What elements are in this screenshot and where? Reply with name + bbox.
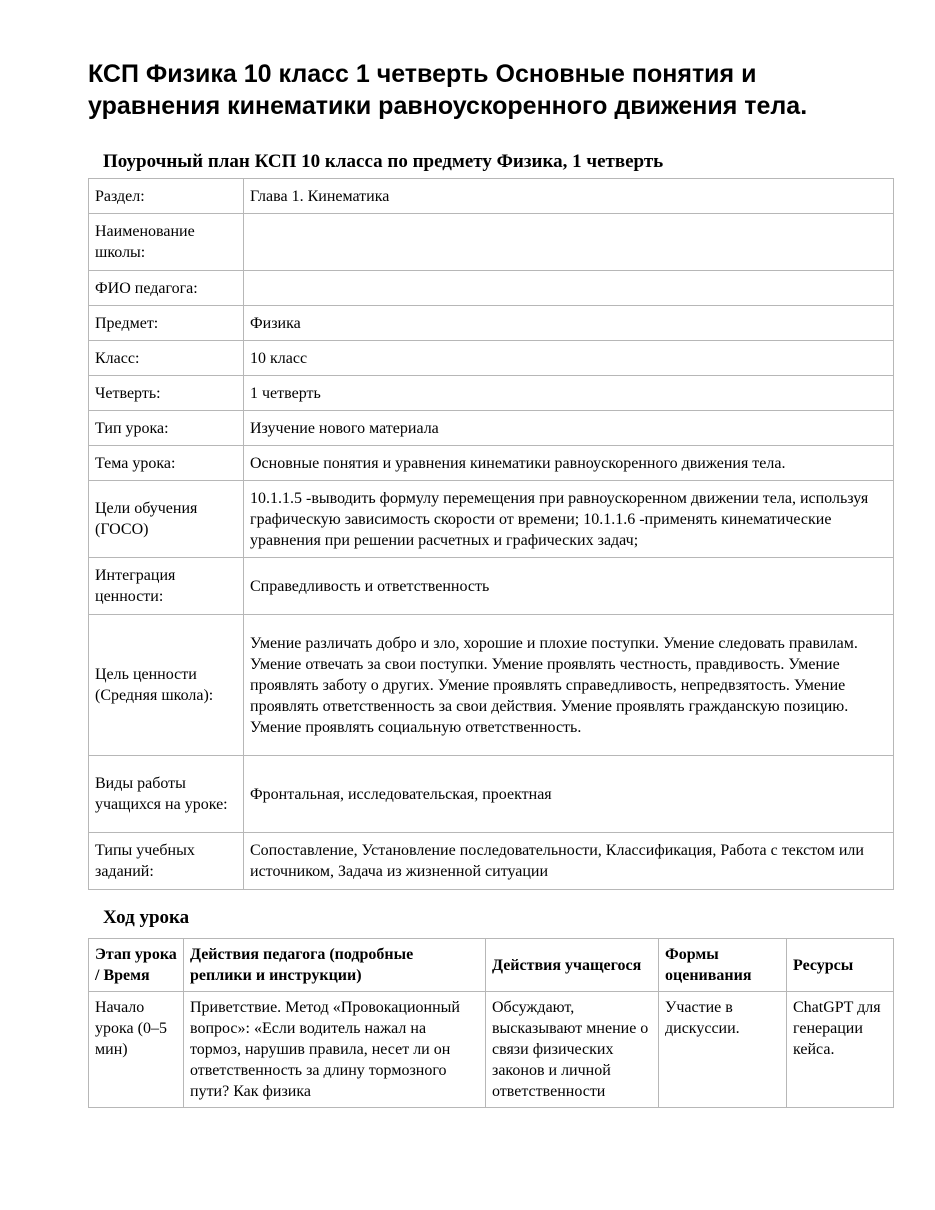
steps-header-row xyxy=(89,939,894,992)
info-label: Раздел: xyxy=(89,179,244,214)
info-row-work-types xyxy=(89,756,894,833)
info-value: Изучение нового материала xyxy=(244,411,894,446)
info-label: Тема урока: xyxy=(89,446,244,481)
info-label: Типы учебных заданий: xyxy=(89,833,244,890)
document-page xyxy=(88,58,893,1108)
info-row-subject xyxy=(89,306,894,341)
lesson-progress-title: Ход урока xyxy=(103,907,190,928)
document-title: КСП Физика 10 класс 1 четверть Основные понятия и уравнения кинематики равноускоренного движения тела. xyxy=(88,60,808,120)
info-label: Предмет: xyxy=(89,306,244,341)
info-label: ФИО педагога: xyxy=(89,271,244,306)
info-label: Виды работы учащихся на уроке: xyxy=(89,756,244,833)
info-row-learning-goals xyxy=(89,481,894,558)
resources-cell: ChatGPT для генерации кейса. xyxy=(787,992,894,1108)
info-label: Интеграция ценности: xyxy=(89,558,244,615)
info-row-lesson-topic xyxy=(89,446,894,481)
info-value: Сопоставление, Установление последовательности, Классификация, Работа с текстом или источником, Задача из жизненной ситуации xyxy=(244,833,894,890)
column-header-stage: Этап урока / Время xyxy=(89,939,184,992)
info-value: 10 класс xyxy=(244,341,894,376)
info-value: Умение различать добро и зло, хорошие и плохие поступки. Умение следовать правилам. Умение отвечать за свои поступки. Умение проявлять честность, правдивость. Умение проявлять заботу о других. Умение проявлять справедливость, непредвзятость. Умение проявлять ответственность за свои действия. Умение проявлять гражданскую позицию. Умение проявлять социальную ответственность. xyxy=(244,615,894,756)
stage-cell: Начало урока (0–5 мин) xyxy=(89,992,184,1108)
lesson-plan-title: Поурочный план КСП 10 класса по предмету Физика, 1 четверть xyxy=(103,151,664,172)
info-value: Физика xyxy=(244,306,894,341)
info-label: Цель ценности (Средняя школа): xyxy=(89,615,244,756)
info-value: Глава 1. Кинематика xyxy=(244,179,894,214)
info-label: Цели обучения (ГОСО) xyxy=(89,481,244,558)
info-row-value-integration xyxy=(89,558,894,615)
column-header-assessment: Формы оценивания xyxy=(659,939,787,992)
table-row xyxy=(89,992,894,1108)
assessment-cell: Участие в дискуссии. xyxy=(659,992,787,1108)
info-value: Основные понятия и уравнения кинематики равноускоренного движения тела. xyxy=(244,446,894,481)
lesson-steps-table xyxy=(88,938,894,1108)
info-row-lesson-type xyxy=(89,411,894,446)
student-actions-cell: Обсуждают, высказывают мнение о связи физических законов и личной ответственности xyxy=(486,992,659,1108)
info-row-quarter xyxy=(89,376,894,411)
info-label: Четверть: xyxy=(89,376,244,411)
info-label: Класс: xyxy=(89,341,244,376)
info-value: 1 четверть xyxy=(244,376,894,411)
info-row-task-types xyxy=(89,833,894,890)
lesson-info-table xyxy=(88,178,894,890)
info-value: Фронтальная, исследовательская, проектная xyxy=(244,756,894,833)
teacher-actions-cell: Приветствие. Метод «Провокационный вопрос»: «Если водитель нажал на тормоз, нарушив правила, несет ли он ответственность за длину тормозного пути? Как физика xyxy=(184,992,486,1108)
info-row-teacher xyxy=(89,271,894,306)
info-label: Тип урока: xyxy=(89,411,244,446)
column-header-teacher-actions: Действия педагога (подробные реплики и инструкции) xyxy=(184,939,486,992)
info-value: 10.1.1.5 -выводить формулу перемещения при равноускоренном движении тела, используя графическую зависимость скорости от времени; 10.1.1.6 -применять кинематические уравнения при решении расчетных и графических задач; xyxy=(244,481,894,558)
info-value xyxy=(244,271,894,306)
column-header-student-actions: Действия учащегося xyxy=(486,939,659,992)
info-value xyxy=(244,214,894,271)
info-row-school xyxy=(89,214,894,271)
info-label: Наименование школы: xyxy=(89,214,244,271)
column-header-resources: Ресурсы xyxy=(787,939,894,992)
info-row-grade xyxy=(89,341,894,376)
info-row-section xyxy=(89,179,894,214)
info-value: Справедливость и ответственность xyxy=(244,558,894,615)
info-row-value-goal xyxy=(89,615,894,756)
